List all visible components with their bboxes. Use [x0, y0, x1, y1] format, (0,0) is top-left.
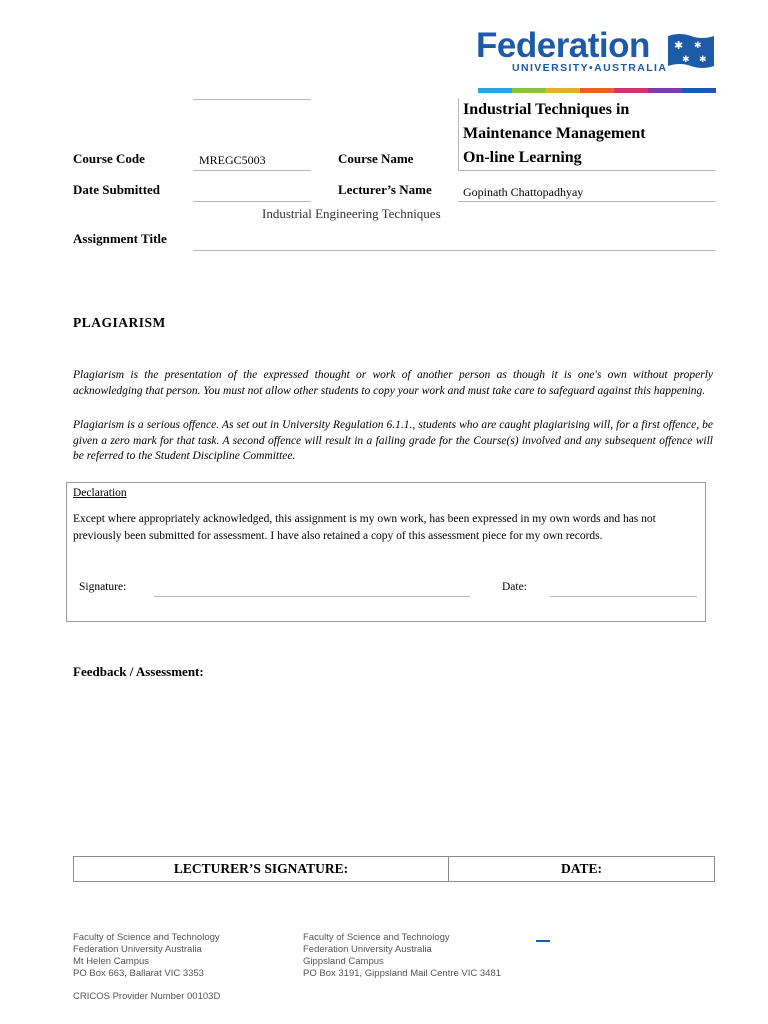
- assignment-title-field-line: [193, 250, 716, 251]
- stripe-segment: [478, 88, 512, 93]
- declaration-title: Declaration: [73, 487, 127, 499]
- svg-text:✱: ✱: [674, 39, 684, 52]
- declaration-text: Except where appropriately acknowledged, this assignment is my own work, has been expressed in my own words and has not previously been submitted for assessment. I have also retained a copy of this assessment piece for my own records.: [73, 513, 656, 542]
- footer-line: Mt Helen Campus: [73, 956, 150, 967]
- course-code-label: Course Code: [73, 151, 145, 166]
- date-label: Date:: [502, 581, 527, 593]
- lecturer-signature-table: [73, 856, 715, 882]
- stripe-segment: [580, 88, 614, 93]
- course-name-value: [463, 98, 713, 170]
- footer-line: Faculty of Science and Technology: [73, 932, 220, 943]
- footer-line: Gippsland Campus: [303, 956, 384, 967]
- lecturer-name-label: Lecturer’s Name: [338, 182, 432, 197]
- signature-label: Signature:: [79, 581, 127, 593]
- lecturer-signature-cell: LECTURER’S SIGNATURE:: [74, 857, 449, 881]
- lecturer-name-field-line: [458, 201, 716, 202]
- logo-wordmark: Federation: [476, 26, 650, 65]
- declaration-box: [66, 482, 706, 622]
- footer-address-mt-helen: [73, 932, 220, 980]
- footer-line: Federation University Australia: [73, 944, 202, 955]
- svg-text:✱: ✱: [682, 55, 690, 65]
- course-name-line: On-line Learning: [463, 149, 582, 166]
- stripe-segment: [648, 88, 682, 93]
- plagiarism-paragraph-2: Plagiarism is a serious offence. As set out in University Regulation 6.1.1., students who are caught plagiarising will, for a first offence, be given a zero mark for that task. A second offence will result in a failing grade for the Course(s) involved and any subsequent offence will be referred to the Student Discipline Committee.: [73, 419, 713, 462]
- footer-address-gippsland: [303, 932, 501, 980]
- footer-line: Federation University Australia: [303, 944, 432, 955]
- date-submitted-field-line: [193, 201, 311, 202]
- course-code-value: MREGC5003: [199, 153, 266, 167]
- logo-color-stripe: [478, 88, 716, 93]
- footer-decoration: [536, 940, 550, 942]
- lecturer-date-cell: DATE:: [560, 861, 602, 876]
- lecturer-name-value: Gopinath Chattopadhyay: [463, 185, 584, 199]
- flag-logo-icon: [666, 32, 716, 72]
- course-name-line: Maintenance Management: [463, 125, 646, 142]
- assignment-title-value: Industrial Engineering Techniques: [262, 206, 441, 221]
- plagiarism-paragraph-1: Plagiarism is the presentation of the expressed thought or work of another person as though it is one's own without properly acknowledging that person. You must not allow other students to copy your work and must take care to safeguard against this happening.: [73, 369, 713, 397]
- stripe-segment: [546, 88, 580, 93]
- logo-subtitle: UNIVERSITY•AUSTRALIA: [512, 62, 668, 74]
- cricos-number: CRICOS Provider Number 00103D: [73, 991, 221, 1002]
- feedback-heading: Feedback / Assessment:: [73, 664, 204, 679]
- course-code-field-line: [193, 170, 311, 171]
- top-rule: [193, 99, 311, 100]
- course-name-field-line: [458, 170, 716, 171]
- footer-line: Faculty of Science and Technology: [303, 932, 450, 943]
- date-line[interactable]: [550, 596, 697, 597]
- stripe-segment: [682, 88, 716, 93]
- stripe-segment: [614, 88, 648, 93]
- plagiarism-heading: PLAGIARISM: [73, 315, 166, 330]
- svg-text:✱: ✱: [699, 55, 707, 65]
- svg-text:✱: ✱: [694, 41, 702, 51]
- footer-line: PO Box 663, Ballarat VIC 3353: [73, 968, 204, 979]
- assignment-title-label: Assignment Title: [73, 231, 167, 246]
- footer-line: PO Box 3191, Gippsland Mail Centre VIC 3481: [303, 968, 502, 979]
- course-name-line: Industrial Techniques in: [463, 101, 630, 118]
- stripe-segment: [512, 88, 546, 93]
- course-name-divider: [458, 98, 459, 170]
- course-name-label: Course Name: [338, 151, 414, 166]
- signature-line[interactable]: [154, 596, 470, 597]
- date-submitted-label: Date Submitted: [73, 182, 161, 197]
